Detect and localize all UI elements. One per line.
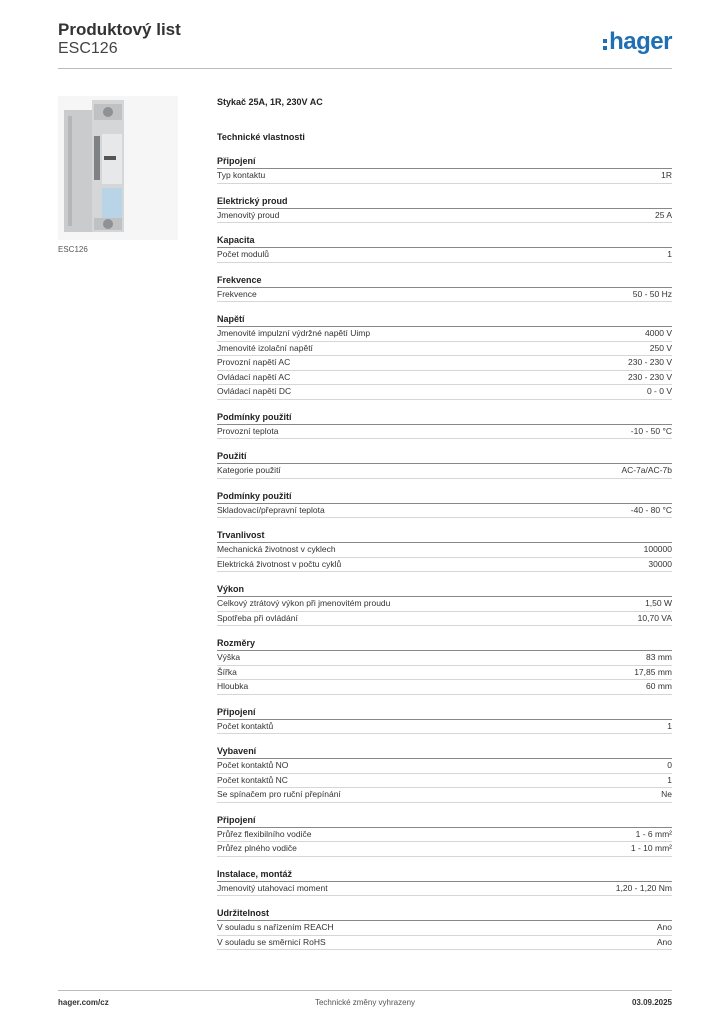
spec-label: Ovládací napětí AC — [217, 371, 291, 382]
spec-value: 0 - 0 V — [646, 386, 672, 396]
spec-value: 30000 — [648, 558, 672, 569]
spec-row — [217, 651, 672, 666]
spec-label: Počet kontaktů NC — [217, 774, 288, 785]
logo-text: hager — [609, 28, 672, 55]
spec-value: 230 - 230 V — [628, 357, 672, 367]
spec-value: 10,70 VA — [637, 612, 672, 623]
spec-value: -10 - 50 °C — [630, 425, 672, 436]
spec-value: 1R — [661, 170, 672, 180]
footer-website-link[interactable]: hager.com/cz — [58, 998, 109, 1007]
spec-value: 17,85 mm — [634, 666, 672, 677]
spec-row — [217, 356, 672, 371]
spec-section — [217, 706, 672, 735]
spec-label: Celkový ztrátový výkon při jmenovitém proudu — [217, 598, 391, 608]
section-title: Napětí — [217, 313, 672, 327]
spec-row — [217, 342, 672, 357]
tech-properties-heading: Technické vlastnosti — [217, 132, 305, 142]
spec-label: Výška — [217, 652, 241, 662]
spec-label: Provozní teplota — [217, 425, 279, 436]
spec-sections — [217, 155, 672, 950]
spec-label: Hloubka — [217, 681, 249, 691]
section-title: Výkon — [217, 583, 672, 597]
product-image — [58, 96, 178, 240]
spec-row — [217, 464, 672, 479]
spec-label: Provozní napětí AC — [217, 357, 291, 367]
section-title: Instalace, montáž — [217, 868, 672, 882]
spec-value: 250 V — [649, 342, 672, 353]
spec-row — [217, 828, 672, 843]
section-title: Připojení — [217, 706, 672, 720]
spec-section — [217, 745, 672, 803]
spec-label: Jmenovité izolační napětí — [217, 342, 313, 353]
spec-section — [217, 450, 672, 479]
spec-value: Ano — [656, 922, 672, 932]
spec-row — [217, 774, 672, 789]
spec-value: 4000 V — [645, 328, 672, 338]
spec-row — [217, 371, 672, 386]
spec-section — [217, 583, 672, 626]
section-title: Připojení — [217, 814, 672, 828]
spec-label: Šířka — [217, 666, 237, 677]
spec-label: Průřez flexibilního vodiče — [217, 828, 312, 839]
spec-value: 1 - 6 mm² — [635, 828, 672, 839]
spec-value: -40 - 80 °C — [630, 504, 672, 515]
section-title: Použití — [217, 450, 672, 464]
spec-value: 60 mm — [646, 681, 672, 691]
spec-label: Jmenovité impulzní výdržné napětí Uimp — [217, 328, 371, 338]
spec-row — [217, 425, 672, 440]
spec-section — [217, 490, 672, 519]
page-header — [58, 20, 672, 68]
section-title: Podmínky použití — [217, 490, 672, 504]
spec-label: Frekvence — [217, 288, 257, 299]
spec-value: 0 — [667, 760, 672, 770]
spec-label: Průřez plného vodiče — [217, 843, 297, 853]
footer-disclaimer: Technické změny vyhrazeny — [314, 998, 416, 1007]
page-footer — [58, 998, 672, 1010]
spec-label: Se spínačem pro ruční přepínání — [217, 789, 341, 799]
spec-label: Ovládací napětí DC — [217, 386, 292, 396]
spec-label: V souladu se směrnicí RoHS — [217, 936, 326, 947]
spec-value: 83 mm — [646, 652, 672, 662]
footer-divider — [58, 990, 672, 991]
section-title: Udržitelnost — [217, 907, 672, 921]
spec-value: 1 — [667, 249, 672, 259]
spec-section — [217, 529, 672, 572]
spec-row — [217, 842, 672, 857]
spec-label: Elektrická životnost v počtu cyklů — [217, 558, 342, 569]
spec-row — [217, 882, 672, 897]
footer-date: 03.09.2025 — [631, 998, 672, 1007]
header-divider — [58, 68, 672, 69]
spec-section — [217, 274, 672, 303]
spec-label: V souladu s nařízením REACH — [217, 922, 334, 932]
spec-label: Kategorie použití — [217, 465, 281, 475]
spec-value: 1,20 - 1,20 Nm — [615, 882, 672, 893]
spec-row — [217, 666, 672, 681]
spec-section — [217, 155, 672, 184]
spec-section — [217, 195, 672, 224]
spec-label: Počet kontaktů — [217, 720, 274, 731]
spec-value: 25 A — [654, 209, 672, 220]
spec-label: Počet modulů — [217, 249, 269, 259]
spec-row — [217, 385, 672, 400]
document-title: Produktový list — [58, 20, 181, 39]
spec-row — [217, 169, 672, 184]
spec-row — [217, 597, 672, 612]
section-title: Rozměry — [217, 637, 672, 651]
logo-dots-icon — [603, 39, 607, 50]
spec-value: AC-7a/AC-7b — [621, 465, 672, 475]
section-title: Vybavení — [217, 745, 672, 759]
spec-value: 1 — [667, 774, 672, 785]
spec-row — [217, 504, 672, 519]
product-name: Stykač 25A, 1R, 230V AC — [217, 97, 323, 107]
contactor-illustration — [58, 96, 178, 240]
spec-value: 1 — [667, 720, 672, 731]
spec-row — [217, 612, 672, 627]
spec-row — [217, 543, 672, 558]
hager-logo — [603, 28, 672, 56]
spec-value: 1 - 10 mm² — [630, 843, 672, 853]
product-code: ESC126 — [58, 40, 118, 57]
spec-row — [217, 288, 672, 303]
spec-row — [217, 759, 672, 774]
spec-section — [217, 637, 672, 695]
spec-section — [217, 907, 672, 950]
section-title: Frekvence — [217, 274, 672, 288]
spec-value: Ano — [656, 936, 672, 947]
spec-row — [217, 680, 672, 695]
spec-value: Ne — [661, 789, 672, 799]
spec-row — [217, 209, 672, 224]
section-title: Trvanlivost — [217, 529, 672, 543]
spec-section — [217, 868, 672, 897]
spec-section — [217, 313, 672, 400]
spec-value: 230 - 230 V — [628, 371, 672, 382]
spec-label: Jmenovitý proud — [217, 209, 280, 220]
spec-row — [217, 248, 672, 263]
spec-section — [217, 411, 672, 440]
spec-row — [217, 921, 672, 936]
spec-value: 100000 — [643, 544, 672, 554]
spec-label: Spotřeba při ovládání — [217, 612, 298, 623]
section-title: Připojení — [217, 155, 672, 169]
section-title: Elektrický proud — [217, 195, 672, 209]
spec-row — [217, 327, 672, 342]
spec-label: Jmenovitý utahovací moment — [217, 882, 328, 893]
spec-value: 50 - 50 Hz — [632, 288, 672, 299]
spec-label: Typ kontaktu — [217, 170, 266, 180]
image-caption: ESC126 — [58, 245, 88, 254]
spec-value: 1,50 W — [645, 598, 672, 608]
spec-row — [217, 558, 672, 573]
spec-label: Mechanická životnost v cyklech — [217, 544, 336, 554]
spec-row — [217, 788, 672, 803]
spec-row — [217, 720, 672, 735]
section-title: Kapacita — [217, 234, 672, 248]
product-specifications — [217, 96, 672, 950]
spec-section — [217, 234, 672, 263]
spec-label: Počet kontaktů NO — [217, 760, 289, 770]
spec-label: Skladovací/přepravní teplota — [217, 504, 325, 515]
spec-row — [217, 936, 672, 951]
spec-section — [217, 814, 672, 857]
section-title: Podmínky použití — [217, 411, 672, 425]
